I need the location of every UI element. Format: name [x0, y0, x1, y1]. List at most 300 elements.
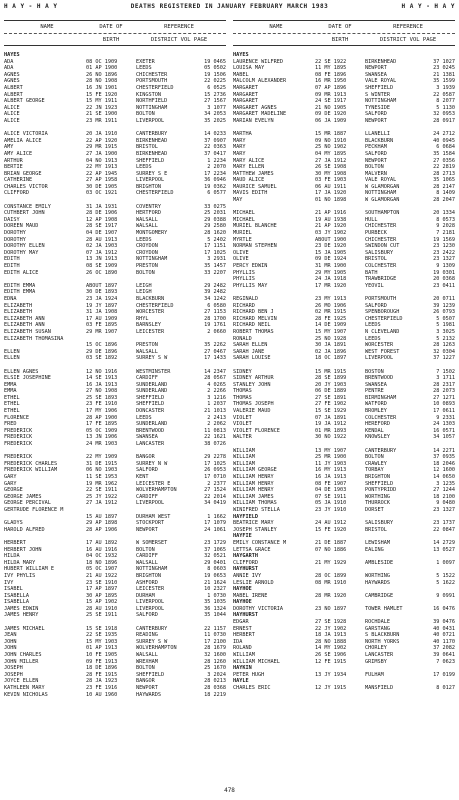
entry-birth-date: 08 FE 1896	[315, 71, 347, 78]
entry-vol-page: 27 1524	[204, 487, 226, 494]
entry-gap	[4, 276, 226, 283]
entry-name: EDGAR	[233, 619, 249, 626]
entry-birth-date: 01 AP 1900	[86, 65, 118, 72]
entry-district: PORTSMOUTH	[136, 78, 168, 85]
entry-birth-date: 26 MO 1906	[315, 302, 347, 309]
entry-birth-date: 15 JA 1905	[315, 249, 347, 256]
entry-district: W GLAMORGAN	[365, 197, 400, 204]
entry-birth-date: 28 AP 1906	[86, 526, 118, 533]
entry-birth-date: 30 DE 1905	[86, 183, 118, 190]
entry-district: NEWPORT	[136, 685, 158, 691]
entry-vol-page: 37 0935	[433, 454, 455, 461]
death-entry	[4, 111, 226, 118]
entry-birth-date: 14 MY 1902	[315, 645, 347, 652]
entry-birth-date: 04 OC 1932	[86, 553, 118, 560]
entry-birth-date: 28 JA 1923	[86, 678, 118, 685]
death-entry	[4, 118, 226, 125]
entry-vol-page: 40 0945	[433, 137, 455, 144]
entry-vol-page: 14 0233	[204, 131, 226, 138]
entry-name: LESLIE ARNOLD	[233, 579, 274, 586]
entry-name: JOSEPH	[4, 665, 23, 672]
entry-vol-page: 3 2931	[207, 256, 226, 263]
entry-birth-date: 04 DE 1903	[315, 487, 347, 494]
entry-vol-page: 7 0623	[436, 658, 455, 665]
death-entry	[4, 553, 226, 560]
entry-vol-page: 12 1600	[433, 467, 455, 474]
death-entry	[4, 487, 226, 494]
entry-district: BRISTOL	[136, 144, 158, 151]
entry-name: EDITH EMMA	[4, 289, 36, 296]
entry-name: WILLIAM HENRY	[233, 474, 274, 480]
entry-vol-page: 13 0527	[433, 546, 455, 553]
death-entry	[4, 131, 226, 138]
entry-vol-page: 34 2053	[204, 111, 226, 118]
entry-district: CHORLEY	[365, 645, 387, 652]
entry-district: DURHAM	[136, 592, 155, 599]
entry-birth-date: 16 JN 1901	[86, 84, 118, 91]
death-entry	[4, 566, 226, 573]
entry-birth-date: 29 AP 1898	[86, 520, 118, 527]
entry-district: BIRKENHEAD	[365, 58, 397, 65]
entry-district: LEICESTER E	[136, 480, 171, 487]
death-entry	[233, 309, 455, 316]
death-entry	[233, 171, 455, 178]
entry-vol-page: 05 0502	[204, 65, 226, 72]
entry-district: CARDIFF	[136, 553, 158, 560]
entry-district: DURHAM WEST	[136, 513, 171, 520]
entry-district: SHEFFIELD	[136, 671, 165, 678]
entry-name: THOMAS JOSEPH	[233, 401, 274, 408]
entry-name: WILLIAM HENRY	[233, 487, 274, 494]
death-entry	[4, 454, 226, 461]
entry-name: WINIFRED STELLA	[233, 506, 280, 513]
entry-name: PETER HUGH	[233, 671, 265, 678]
col-birth-label: BIRTH	[331, 37, 349, 43]
entry-district: CHESTERFIELD	[365, 315, 403, 322]
entry-vol-page: 22 0847	[433, 526, 455, 533]
death-entry	[4, 514, 226, 521]
entry-district: SURREY S W	[136, 638, 168, 645]
entry-birth-date: 12 JY 1915	[315, 685, 347, 691]
entry-birth-date: 15 MR 1887	[315, 131, 347, 138]
entry-district: CRAWLEY	[365, 460, 387, 467]
death-entry	[4, 547, 226, 554]
entry-birth-date: 30 DE 1893	[86, 289, 118, 296]
surname-heading: HAYHOE	[233, 599, 252, 606]
death-entry	[4, 289, 226, 296]
entry-name: DAISY	[4, 216, 20, 223]
entry-district: SHEFFIELD	[136, 401, 165, 408]
entry-vol-page: 16 0476	[433, 605, 455, 612]
death-entry	[4, 144, 226, 151]
entry-district: CHICHESTER	[365, 223, 397, 230]
entry-vol-page: 28 2713	[433, 170, 455, 177]
entry-birth-date: 13 JN 1906	[86, 434, 118, 441]
col-district-label: DISTRICT VOL PAGE	[379, 37, 437, 43]
entry-birth-date: ABOUT 1900	[315, 236, 347, 243]
entry-district: COVENTRY	[136, 203, 161, 210]
entry-birth-date: 22 SE 1935	[86, 632, 118, 639]
entry-name: PHYLLIS	[233, 276, 255, 283]
entry-district: SHEFFIELD	[365, 480, 394, 487]
entry-district: SWANSEA	[365, 71, 387, 78]
entry-district: LANCASTER	[136, 441, 165, 448]
death-entry	[4, 230, 226, 237]
entry-birth-date: 19 JA 1912	[315, 421, 347, 428]
entry-birth-date: 15 FE 1920	[315, 526, 347, 533]
entry-birth-date: 22 JY 1902	[315, 625, 347, 632]
entry-name: THOMAS	[233, 388, 252, 395]
death-entry	[4, 243, 226, 250]
death-entry	[4, 678, 226, 685]
entry-birth-date: 19 MR 1962	[86, 480, 118, 487]
entry-district: WORTHING	[365, 493, 390, 500]
entry-vol-page: 10 2327	[204, 586, 226, 593]
entry-name: WILLIAM JAMES	[233, 493, 274, 500]
entry-vol-page: 28 2047	[433, 197, 455, 204]
entry-name: BERTIE	[4, 164, 23, 171]
death-entry	[4, 527, 226, 534]
entry-district: LIVERPOOL	[365, 355, 394, 362]
death-entry	[4, 593, 226, 600]
entry-birth-date: 11 JY 1903	[315, 460, 347, 467]
entry-district: WOLVERHAMPTON	[136, 645, 177, 652]
entry-birth-date	[86, 336, 136, 343]
entry-name: AGNES	[4, 78, 20, 85]
entry-district: ASHFORD	[136, 579, 158, 586]
death-entry	[233, 98, 455, 105]
death-entry	[233, 659, 455, 666]
death-entry	[233, 336, 455, 343]
entry-district: LEIGH	[136, 289, 152, 296]
entry-name: EMMA	[4, 388, 17, 395]
entry-vol-page: 37 1227	[433, 355, 455, 362]
entry-district	[136, 507, 202, 514]
death-entry	[233, 573, 455, 580]
entry-vol-page: 28 0368	[204, 685, 226, 691]
entry-gap	[233, 204, 455, 211]
entry-district: BRIGHTON	[365, 474, 390, 480]
entry-vol-page: 10 0893	[433, 401, 455, 408]
entry-birth-date: 03 JY 1902	[315, 230, 347, 237]
entry-name: ELIZABETH ANN	[4, 322, 45, 329]
entry-vol-page: 28 2317	[433, 381, 455, 388]
death-entry	[4, 520, 226, 527]
entry-district: BANGOR	[136, 454, 155, 461]
entry-name: MARGARET AGNES	[233, 104, 277, 111]
entry-birth-date: 06 DE 1889	[315, 388, 347, 395]
entry-name: MARY ALICE	[233, 157, 265, 164]
entry-name: MABEL	[233, 71, 249, 78]
entry-birth-date: 25 NO 1928	[315, 335, 347, 342]
entry-gap	[4, 448, 226, 455]
entry-birth-date: 19 AU 1938	[315, 216, 347, 223]
entry-district: BOLTON	[136, 546, 155, 553]
right-entries-column	[233, 52, 455, 692]
entry-district: BOLTON	[365, 164, 384, 171]
entry-district: AMBLESIDE	[365, 559, 394, 566]
entry-name: IDA	[233, 638, 243, 645]
entry-name: HERBERT JOHN	[4, 546, 42, 553]
entry-birth-date: 05 OC 1909	[86, 427, 118, 434]
entry-vol-page: 32 0953	[433, 111, 455, 118]
col-birth-label: BIRTH	[102, 37, 120, 43]
entry-name: MATTHEW JAMES	[233, 170, 274, 177]
entry-name: OLIVE	[233, 256, 249, 263]
entry-birth-date: 22 SE 1911	[86, 487, 118, 494]
entry-name: REGINALD	[233, 295, 258, 302]
entry-birth-date: 22 AP 1920	[86, 137, 118, 144]
entry-name: MAUD ALICE	[233, 177, 265, 184]
death-entry	[233, 421, 455, 428]
entry-birth-date: 27 JA 1912	[86, 500, 118, 507]
entry-birth-date: 21 SE 1900	[86, 111, 118, 118]
entry-district: NOTTINGHAM	[136, 256, 168, 263]
entry-vol-page: 23 1230	[433, 243, 455, 250]
entry-vol-page: 39 0641	[433, 652, 455, 659]
entry-birth-date: 25 SE 1893	[86, 394, 118, 401]
death-entry	[4, 599, 226, 606]
entry-name: ELLEN	[4, 348, 20, 355]
entry-vol-page: 17 1433	[204, 355, 226, 362]
death-entry	[4, 303, 226, 310]
death-entry	[4, 329, 226, 336]
entry-district: DORSET	[365, 506, 384, 513]
entry-name: MARGARET	[233, 91, 258, 98]
entry-name: SIDNEY	[233, 368, 252, 375]
death-entry	[233, 276, 455, 283]
entry-district: BRENTWOOD	[365, 375, 394, 382]
death-entry	[233, 401, 455, 408]
entry-district: LIVERPOOL	[136, 605, 165, 612]
entry-birth-date: 08 FE 1907	[315, 480, 347, 487]
death-entry	[233, 349, 455, 356]
entry-vol-page: 40 1170	[433, 638, 455, 645]
entry-vol-page: 24 2712	[433, 131, 455, 138]
entry-birth-date: 15 MY 1911	[86, 98, 118, 105]
entry-district: WALSALL	[136, 348, 158, 355]
entry-name: MARGARET MADELINE	[233, 111, 287, 118]
entry-district: CROYDON	[136, 249, 158, 256]
entry-birth-date: 10 AU 1960	[86, 691, 118, 698]
death-entry	[233, 481, 455, 488]
entry-district: LANCASTER	[365, 652, 394, 659]
col-date-of-label: DATE OF	[99, 24, 123, 30]
entry-district: CANTERBURY	[365, 447, 397, 454]
entry-name: DOROTHY MAY	[4, 249, 39, 256]
entry-vol-page: 17 1079	[204, 520, 226, 527]
death-entry	[233, 256, 455, 263]
entry-vol-page: 22 0587	[433, 91, 455, 98]
death-entry	[233, 448, 455, 455]
entry-name: IVY PHYLIS	[4, 572, 36, 579]
entry-birth-date: 16 JA 1913	[86, 381, 118, 388]
death-entry	[233, 65, 455, 72]
entry-name: FREDERICK WILLIAM	[4, 467, 58, 474]
death-entry	[233, 632, 455, 639]
entry-vol-page: 23 0411	[433, 282, 455, 289]
death-entry	[233, 322, 455, 329]
death-entry	[233, 560, 455, 567]
entry-birth-date: 15 FE 1920	[86, 91, 118, 98]
entry-district: NORTH YORKS	[365, 638, 400, 645]
entry-name: RICHARD	[233, 302, 255, 309]
entry-vol-page: 23 2422	[433, 249, 455, 256]
entry-district: CARDIFF	[136, 375, 158, 382]
death-entry	[233, 72, 455, 79]
entry-vol-page: 8 0603	[207, 566, 226, 573]
entry-birth-date: 10 FE 1905	[86, 652, 118, 659]
entry-name: ALICE	[4, 117, 20, 124]
entry-vol-page	[202, 507, 226, 514]
death-entry	[233, 369, 455, 376]
surname-heading: HAYES	[4, 52, 20, 58]
entry-birth-date: 30 NO 1922	[315, 434, 347, 441]
entry-district: LEICESTER	[136, 328, 165, 335]
entry-district: TOWER HAMLET	[365, 605, 403, 612]
death-entry	[233, 177, 455, 184]
entry-vol-page: 21 1624	[204, 579, 226, 586]
entry-vol-page: 1 2037	[207, 401, 226, 408]
entry-district: BRISTOL	[365, 256, 387, 263]
entry-vol-page: 22 1621	[204, 434, 226, 441]
entry-district: LEEDS	[136, 164, 152, 171]
entry-birth-date: 24 JA 1918	[315, 276, 347, 283]
entry-vol-page: 23 1729	[204, 539, 226, 546]
entry-district: STOCKPORT	[136, 520, 165, 527]
death-entry	[233, 645, 455, 652]
entry-name: EMILY CONSTANCE M	[233, 539, 287, 546]
entry-district: TORBAY	[365, 467, 384, 474]
entry-vol-page: 14 2729	[433, 539, 455, 546]
entry-district: LEEDS	[365, 335, 381, 342]
entry-birth-date: 17 JA 1920	[315, 190, 347, 197]
entry-vol-page: 39 0476	[433, 619, 455, 626]
column-header-left	[4, 20, 226, 46]
entry-district	[136, 336, 202, 343]
entry-name: FREDERICK	[4, 441, 33, 448]
entry-name: ETHEL	[4, 408, 20, 415]
surname-heading: HAYFIE	[233, 533, 252, 540]
entry-district: CHESTERFIELD	[136, 190, 174, 197]
entry-vol-page: 18 2046	[433, 460, 455, 467]
entry-name: DOROTHY	[4, 236, 26, 243]
entry-birth-date: 14 SE 1913	[86, 375, 118, 382]
entry-gap	[4, 619, 226, 626]
death-entry	[4, 494, 226, 501]
entry-name: AMY	[4, 144, 14, 151]
death-entry	[4, 263, 226, 270]
entry-district: CHESTERFIELD	[136, 84, 174, 91]
entry-birth-date: 08 SE 1909	[86, 263, 118, 269]
entry-district: DONCASTER	[136, 408, 165, 415]
entry-birth-date: 03 FE 1895	[86, 322, 118, 329]
entry-birth-date: 30 AP 1895	[86, 592, 118, 599]
death-entry	[4, 685, 226, 692]
death-entry	[233, 230, 455, 237]
entry-vol-page: 17 1025	[204, 460, 226, 467]
entry-birth-date: 09 DE 1920	[315, 111, 347, 118]
entry-district: LEWISHAM	[365, 539, 390, 546]
entry-vol-page: 6 0580	[207, 302, 226, 309]
death-entry	[4, 349, 226, 356]
entry-vol-page: 33 0275	[204, 203, 226, 210]
entry-name: GEORGE	[4, 487, 23, 494]
entry-district: BRIGHTON	[136, 572, 161, 579]
entry-vol-page: 19 1761	[204, 322, 226, 329]
entry-vol-page: 23 1327	[433, 506, 455, 513]
entry-name: AGNES	[4, 71, 20, 78]
entry-name: SARAH LOUISE	[233, 355, 271, 362]
entry-name: VIOLET	[233, 421, 252, 428]
entry-vol-page: 11 0730	[204, 632, 226, 639]
entry-birth-date: 13 MY 1907	[315, 447, 347, 454]
entry-birth-date: 26 NO 1896	[86, 71, 118, 78]
entry-name: BEATRICE MARY	[233, 520, 274, 527]
death-entry	[4, 98, 226, 105]
entry-vol-page: 5 0507	[436, 315, 455, 322]
entry-birth-date: 02 MR 1915	[315, 309, 347, 316]
entry-birth-date: 27 JA 1912	[315, 157, 347, 164]
entry-vol-page: 27 1271	[433, 394, 455, 401]
entry-district: WALSALL	[136, 559, 158, 566]
death-entry	[233, 184, 455, 191]
col-name-label: NAME	[40, 24, 54, 30]
entry-vol-page: 20 0711	[433, 295, 455, 302]
entry-birth-date: 23 SE 1910	[86, 579, 118, 586]
entry-district: N CLEVELAND	[365, 328, 400, 335]
entry-birth-date: 17 FE 1895	[86, 421, 118, 428]
death-entry	[4, 467, 226, 474]
entry-name: JOYCE ELLEN	[4, 678, 39, 685]
entry-name: MABEL IRENE	[233, 592, 268, 599]
entry-vol-page: 17 2100	[204, 638, 226, 645]
entry-birth-date: 19 JY 1897	[86, 302, 118, 309]
surname-heading: HAYHURST	[233, 566, 258, 573]
entry-district: BRENTWOOD	[136, 427, 165, 434]
entry-vol-page: 28 1263	[433, 342, 455, 349]
death-entry	[233, 316, 455, 323]
entry-name: MARY	[233, 137, 246, 144]
death-entry	[233, 395, 455, 402]
entry-vol-page: 19 1569	[433, 236, 455, 243]
entry-name: MAURICE SAMUEL	[233, 183, 277, 190]
entry-name: MARY ELLEN	[233, 164, 265, 171]
entry-name: MARIAN EVELYN	[233, 117, 274, 124]
entry-birth-date: 23 FE 1910	[86, 401, 118, 408]
entry-district: LIVERPOOL	[136, 177, 165, 184]
entry-district: WALSALL	[136, 216, 158, 223]
entry-name: ERNEST	[233, 625, 252, 632]
death-entry	[4, 223, 226, 230]
entry-birth-date: 22 MY 1909	[86, 454, 118, 461]
entry-district: EXETER	[136, 58, 155, 65]
entry-district: BLACKBURN	[136, 295, 165, 302]
entry-birth-date: 09 NO 1910	[315, 137, 347, 144]
entry-birth-date: 28 FE 1925	[315, 315, 347, 322]
entry-birth-date: 18 NO 1896	[86, 559, 118, 566]
death-entry	[4, 184, 226, 191]
entry-vol-page: 32 0304	[433, 348, 455, 355]
entry-vol-page: 40 0431	[433, 625, 455, 632]
entry-name: ELIZABETH SUSAN	[4, 328, 51, 335]
entry-district: CARDIFF	[136, 493, 158, 500]
entry-district: GRIMSBY	[365, 658, 387, 665]
death-entry	[233, 606, 455, 613]
death-entry	[4, 626, 226, 633]
entry-vol-page: 35 1584	[433, 150, 455, 157]
entry-vol-page: 6 0525	[207, 84, 226, 91]
